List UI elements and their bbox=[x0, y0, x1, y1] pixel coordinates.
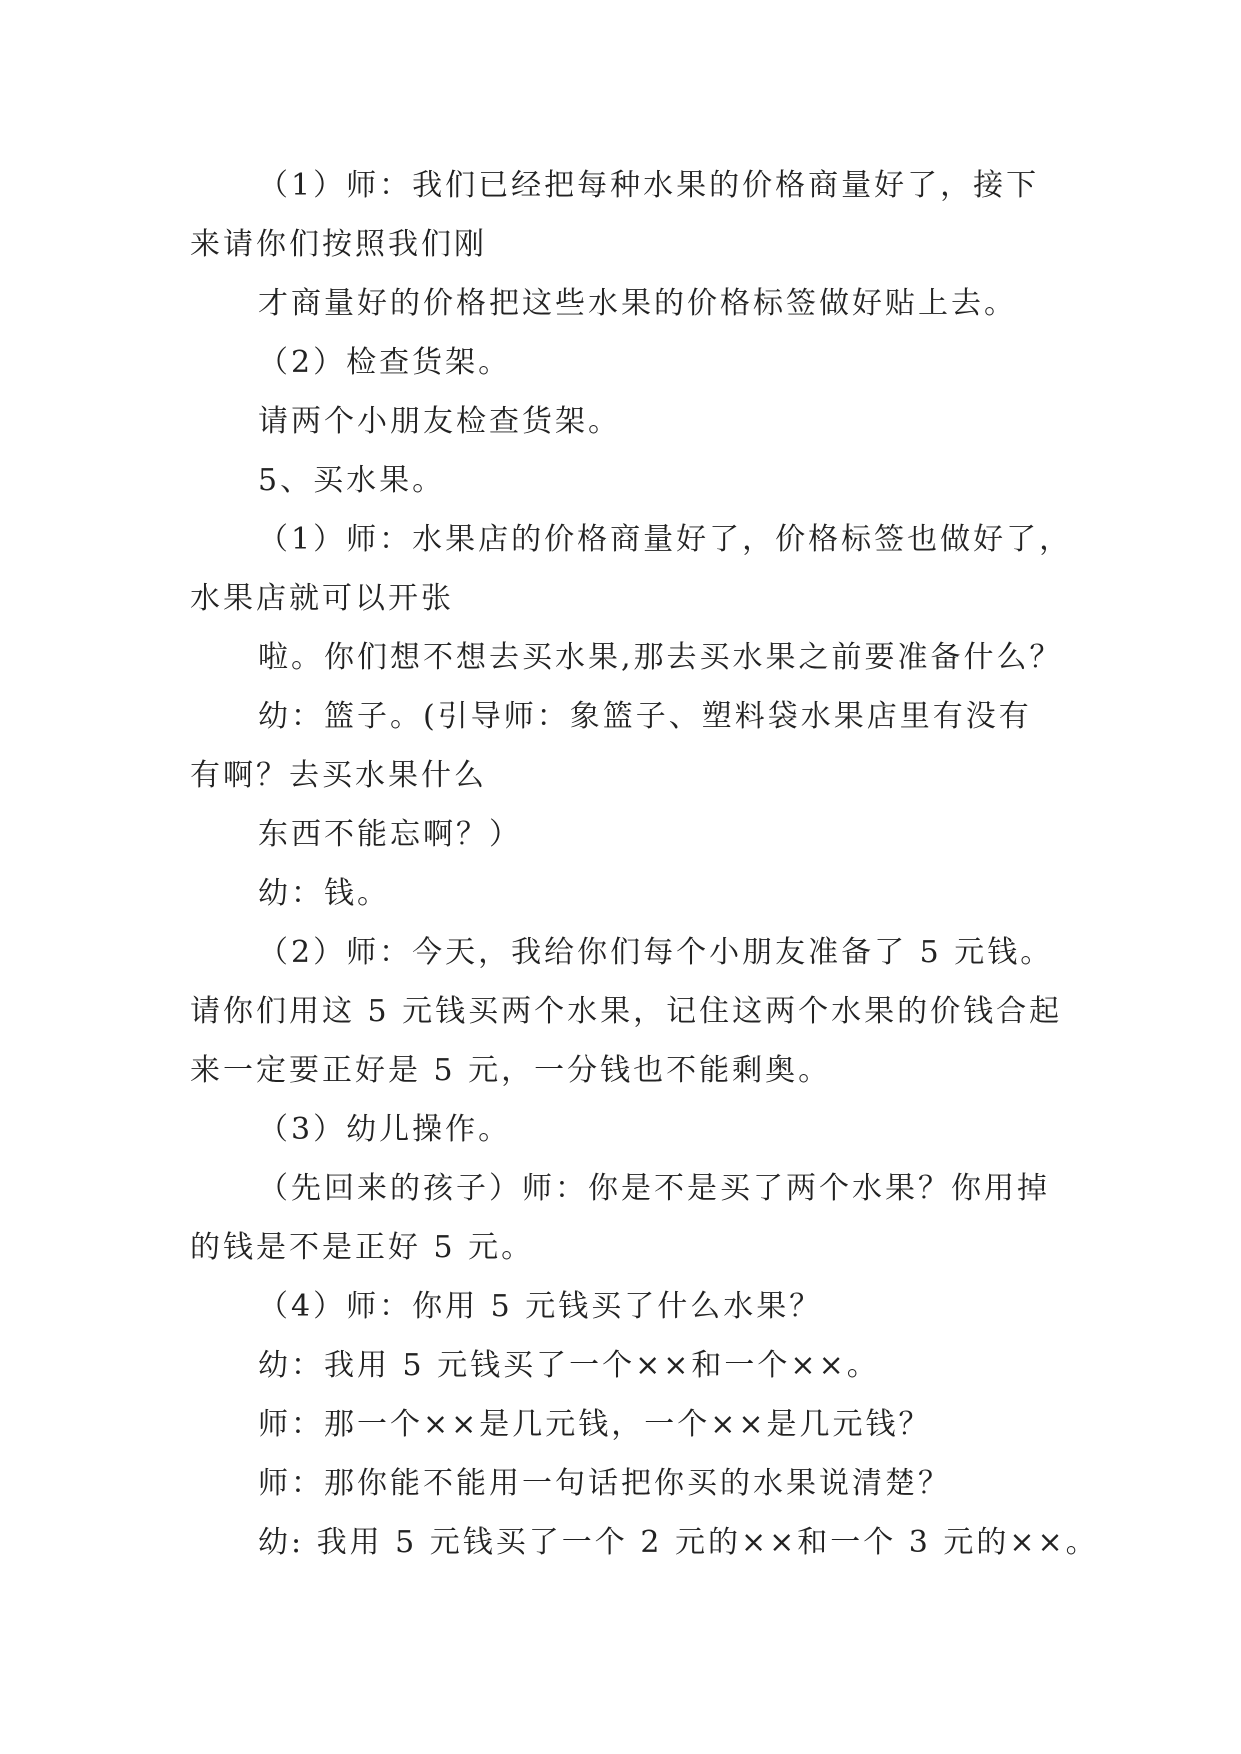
paragraph-line: （2）师：今天，我给你们每个小朋友准备了 5 元钱。 bbox=[258, 935, 1054, 970]
paragraph-line: 啦。你们想不想去买水果,那去买水果之前要准备什么？ bbox=[258, 640, 1063, 675]
paragraph-line: 师：那一个××是几元钱，一个××是几元钱？ bbox=[258, 1407, 932, 1442]
paragraph-line: 才商量好的价格把这些水果的价格标签做好贴上去。 bbox=[258, 286, 1017, 321]
paragraph-line: （1）师：我们已经把每种水果的价格商量好了，接下 bbox=[258, 168, 1040, 203]
paragraph-line: 幼：我用 5 元钱买了一个××和一个××。 bbox=[258, 1348, 880, 1383]
paragraph-line: 的钱是不是正好 5 元。 bbox=[190, 1230, 535, 1265]
paragraph-line: 幼: 我用 5 元钱买了一个 2 元的××和一个 3 元的××。 bbox=[258, 1525, 1099, 1560]
paragraph-line: 东西不能忘啊？） bbox=[258, 817, 522, 852]
paragraph-line: 幼：篮子。(引导师：象篮子、塑料袋水果店里有没有 bbox=[258, 699, 1032, 734]
paragraph-line: （2）检查货架。 bbox=[258, 345, 512, 380]
paragraph-line: 请你们用这 5 元钱买两个水果，记住这两个水果的价钱合起 bbox=[190, 994, 1063, 1029]
paragraph-line: （1）师：水果店的价格商量好了，价格标签也做好了， bbox=[258, 522, 1073, 557]
paragraph-line: 师：那你能不能用一句话把你买的水果说清楚？ bbox=[258, 1466, 951, 1501]
paragraph-line: 来一定要正好是 5 元，一分钱也不能剩奥。 bbox=[190, 1053, 832, 1088]
paragraph-line: 幼：钱。 bbox=[258, 876, 390, 911]
paragraph-line: 请两个小朋友检查货架。 bbox=[258, 404, 621, 439]
paragraph-line: （先回来的孩子）师：你是不是买了两个水果？你用掉 bbox=[258, 1171, 1050, 1206]
paragraph-line: （3）幼儿操作。 bbox=[258, 1112, 512, 1147]
section-heading: 5、买水果。 bbox=[258, 463, 446, 498]
paragraph-line: 来请你们按照我们刚 bbox=[190, 227, 487, 262]
paragraph-line: 有啊？去买水果什么 bbox=[190, 758, 487, 793]
paragraph-line: 水果店就可以开张 bbox=[190, 581, 454, 616]
paragraph-line: （4）师：你用 5 元钱买了什么水果？ bbox=[258, 1289, 823, 1324]
